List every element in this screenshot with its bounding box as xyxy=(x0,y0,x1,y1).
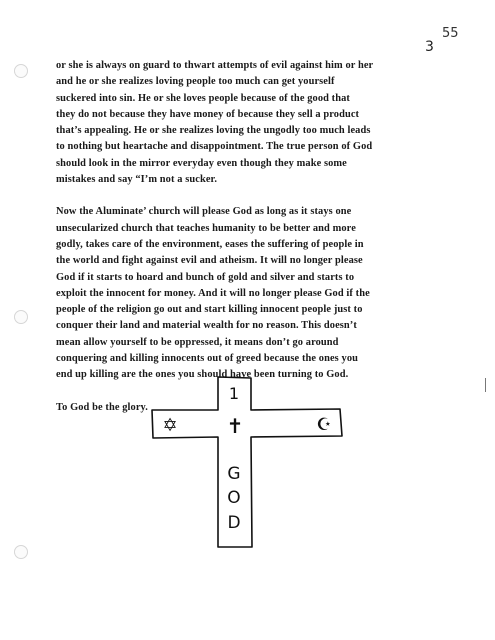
text-line: people of the religion go out and start killing innocent people just to xyxy=(56,304,363,316)
text-line: God if it starts to hoard and bunch of gold and silver and starts to xyxy=(56,271,355,283)
text-line: godly, takes care of the environment, eases the suffering of people in xyxy=(56,238,364,250)
god-letter-d: D xyxy=(227,513,241,533)
text-line: that’s appealing. He or she realizes loving the ungodly too much leads xyxy=(56,125,371,137)
handwritten-page-number: 55 xyxy=(442,26,459,41)
text-line: end up killing are the ones you should have been turning to God. xyxy=(56,369,349,381)
paragraph-2 xyxy=(56,204,451,383)
text-line: exploit the innocent for money. And it will no longer please God if the xyxy=(56,287,370,299)
god-letter-g: G xyxy=(227,464,241,484)
closing-line: To God be the glory. xyxy=(56,401,148,413)
text-line: they do not because they have money of because they sell a product xyxy=(56,108,360,120)
text-line: and he or she realizes loving people too much can get yourself xyxy=(56,76,335,88)
binder-hole xyxy=(14,64,28,78)
crescent-star-icon: ☪ xyxy=(316,415,332,435)
binder-hole xyxy=(14,545,28,559)
text-line: to nothing but heartache and disappointment. The true person of God xyxy=(56,141,373,153)
text-line: the world and fight against evil and atheism. It will no longer please xyxy=(56,255,363,267)
text-line: unsecularized church that teaches humanity to be better and more xyxy=(56,222,356,234)
cross-outline xyxy=(152,377,342,547)
text-line: mistakes and say “I’m not a sucker. xyxy=(56,174,218,186)
god-letter-o: O xyxy=(227,488,241,508)
text-line: suckered into sin. He or she loves people because of the good that xyxy=(56,92,350,104)
text-line: should look in the mirror everyday even though they make some xyxy=(56,157,347,169)
text-line: conquering and killing innocents out of greed because the ones you xyxy=(56,353,358,365)
text-line: mean allow yourself to be oppressed, it means don’t go around xyxy=(56,336,339,348)
body-text xyxy=(56,58,451,416)
star-of-david-icon: ✡ xyxy=(162,415,178,436)
paragraph-1 xyxy=(56,58,451,188)
small-cross-icon: ✝ xyxy=(226,414,244,438)
binder-hole xyxy=(14,310,28,324)
cross-drawing xyxy=(150,375,350,550)
edge-mark xyxy=(485,378,486,392)
text-line: conquer their land and material wealth for no reason. This doesn’t xyxy=(56,320,357,332)
cross-top-number: 1 xyxy=(228,384,240,403)
text-line: or she is always on guard to thwart attempts of evil against him or her xyxy=(56,60,374,71)
page-number: 3 xyxy=(425,39,434,55)
text-line: Now the Aluminate’ church will please God as long as it stays one xyxy=(56,206,352,218)
